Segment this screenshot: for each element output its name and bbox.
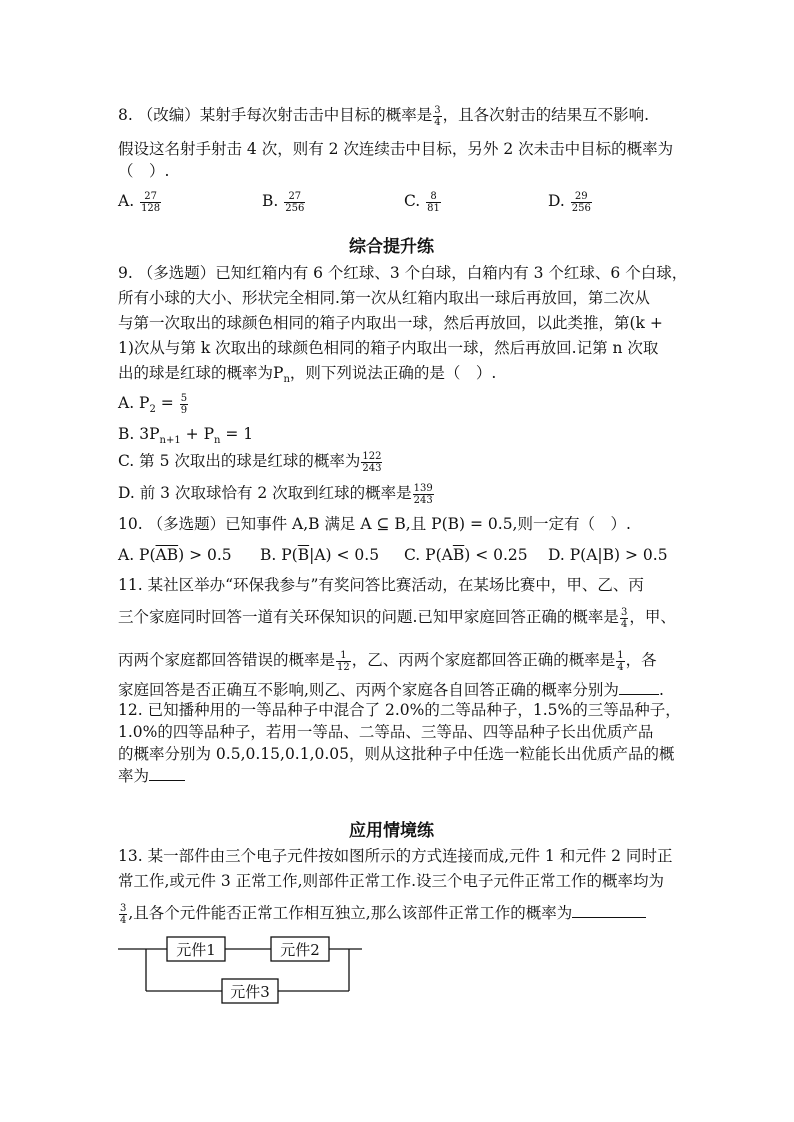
frac-den: 128 (141, 202, 161, 214)
frac-num: 3 (434, 104, 441, 116)
q11-fraction (616, 650, 624, 673)
subscript: 2 (149, 404, 156, 416)
q9-line5 (118, 362, 496, 391)
q13-line3 (118, 902, 646, 926)
q11-text: 三个家庭同时回答一道有关环保知识的问题.已知甲家庭回答正确的概率是 (118, 608, 619, 626)
q11-text: . (658, 681, 664, 699)
section-title-2: 应用情境练 (349, 821, 434, 841)
option-fraction (426, 191, 441, 214)
frac-num: 3 (620, 606, 628, 618)
q11-line3 (118, 649, 657, 673)
q8-fraction (433, 105, 441, 128)
component-1-label: 元件1 (176, 941, 216, 959)
option-text: C. P(A (404, 546, 453, 564)
option-label: C. (404, 192, 421, 210)
option-label: D. (548, 192, 565, 210)
frac-den: 12 (337, 661, 350, 673)
option-text: |A) < 0.5 (309, 546, 380, 564)
q9-line1: 9. （多选题）已知红箱内有 6 个红球、3 个白球，白箱内有 3 个红球、6 个白球， (118, 264, 688, 282)
option-text: B. 3P (118, 425, 160, 443)
q12-line1: 12. 已知播种用的一等品种子中混合了 2.0%的二等品种子，1.5%的三等品种子， (118, 701, 681, 719)
q10-line1: 10. （多选题）已知事件 A,B 满足 A ⊆ B,且 P(B) = 0.5,则一定有（ ）. (118, 515, 631, 533)
q11-fraction (336, 650, 351, 673)
q11-text: ，甲、 (629, 608, 676, 626)
frac-num: 27 (140, 191, 161, 203)
q10-option-d: D. P(A|B) > 0.5 (548, 546, 668, 564)
q9-option-b (118, 423, 253, 452)
option-text: A. P( (118, 546, 156, 564)
q12-line2: 1.0%的四等品种子，若用一等品、二等品、三等品、四等品种子长出优质产品 (118, 723, 654, 741)
q10-option-a (118, 544, 232, 566)
q13-line2: 常工作,或元件 3 正常工作,则部件正常工作.设三个电子元件正常工作的概率均为 (118, 872, 664, 890)
q8-line3: （ ）. (118, 162, 170, 180)
q10-option-b (260, 544, 379, 566)
q9-option-a (118, 392, 189, 421)
subscript: n (283, 374, 290, 386)
q8-text: 8. （改编）某射手每次射击击中目标的概率是 (118, 106, 433, 124)
q8-option-b (262, 190, 306, 214)
frac-den: 4 (620, 618, 628, 630)
q9-option-d (118, 482, 435, 506)
option-fraction (284, 191, 305, 214)
option-fraction (413, 483, 434, 506)
q9-text: ，则下列说法正确的是（ ）. (289, 364, 497, 382)
q8-option-a (118, 190, 162, 214)
q8-text: ，且各次射击的结果互不影响. (442, 106, 650, 124)
q13-text: ,且各个元件能否正常工作相互独立,那么该部件正常工作的概率为 (128, 904, 573, 922)
subscript: n+1 (159, 435, 181, 447)
option-fraction (571, 191, 592, 214)
answer-blank[interactable] (149, 766, 185, 781)
option-text: A. P (118, 394, 150, 412)
answer-blank[interactable] (572, 903, 646, 918)
component-3-label: 元件3 (230, 983, 270, 1001)
option-text: + P (180, 425, 215, 443)
frac-num: 139 (413, 482, 433, 494)
q10-option-c (404, 544, 528, 566)
q11-text: ，乙、丙两个家庭都回答正确的概率是 (351, 651, 616, 669)
frac-num: 29 (571, 191, 592, 203)
option-text: = (155, 394, 179, 412)
q9-line4: 1)次从与第 k 次取出的球颜色相同的箱子内取出一球，然后再放回.记第 n 次取 (118, 339, 659, 357)
subscript: n (214, 435, 221, 447)
q9-line3: 与第一次取出的球颜色相同的箱子内取出一球，然后再放回，以此类推，第(k + (118, 314, 663, 332)
circuit-diagram (110, 925, 370, 1015)
frac-den: 4 (617, 661, 624, 673)
q11-line1: 11. 某社区举办“环保我参与”有奖问答比赛活动，在某场比赛中，甲、乙、丙 (118, 576, 644, 594)
q11-line2 (118, 606, 676, 630)
option-text: B. P( (260, 546, 298, 564)
option-text: ) > 0.5 (178, 546, 232, 564)
option-fraction (361, 451, 382, 474)
q11-fraction (620, 607, 628, 630)
frac-num: 1 (336, 650, 351, 662)
q13-fraction (119, 903, 127, 926)
q9-text: 出的球是红球的概率为P (118, 364, 284, 382)
frac-num: 8 (426, 191, 441, 203)
option-fraction (180, 393, 188, 416)
q8-line1 (118, 104, 649, 128)
q12-line3: 的概率分别为 0.5,0.15,0.1,0.05，则从这批种子中任选一粒能长出优质产品的概 (118, 745, 675, 763)
option-label: B. (262, 192, 279, 210)
q12-text: 率为 (118, 767, 150, 785)
frac-den: 9 (180, 404, 188, 416)
option-text: D. 前 3 次取球恰有 2 次取到红球的概率是 (118, 484, 412, 502)
q11-text: 丙两个家庭都回答错误的概率是 (118, 651, 336, 669)
answer-blank[interactable] (619, 680, 659, 695)
frac-den: 4 (120, 914, 127, 926)
frac-num: 27 (284, 191, 305, 203)
q9-line2: 所有小球的大小、形状完全相同.第一次从红箱内取出一球后再放回，第二次从 (118, 289, 650, 307)
frac-num: 5 (180, 392, 188, 404)
frac-num: 3 (120, 902, 127, 914)
q11-text: 家庭回答是否正确互不影响,则乙、丙两个家庭各自回答正确的概率分别为 (118, 681, 619, 699)
q8-line2: 假设这名射手射击 4 次，则有 2 次连续击中目标，另外 2 次未击中目标的概率为 (118, 140, 674, 158)
frac-den: 243 (362, 462, 382, 474)
q12-line4 (118, 765, 185, 787)
frac-den: 256 (285, 202, 305, 214)
frac-den: 256 (571, 202, 591, 214)
component-2-label: 元件2 (280, 941, 320, 959)
q8-option-d (548, 190, 593, 214)
q11-text: ，各 (625, 651, 657, 669)
q9-option-c (118, 450, 383, 474)
option-label: A. (118, 192, 135, 210)
frac-den: 4 (434, 116, 441, 128)
frac-num: 122 (362, 450, 382, 462)
q11-line4 (118, 679, 664, 701)
frac-num: 1 (617, 649, 624, 661)
option-text: ) < 0.25 (464, 546, 528, 564)
section-title-1: 综合提升练 (349, 237, 434, 257)
q8-option-c (404, 190, 442, 214)
option-text: = 1 (220, 425, 254, 443)
frac-den: 243 (413, 494, 433, 506)
q13-line1: 13. 某一部件由三个电子元件按如图所示的方式连接而成,元件 1 和元件 2 同时正 (118, 847, 673, 865)
option-fraction (140, 191, 161, 214)
overline-text: $\overline{B}$ (452, 546, 465, 564)
option-text: C. 第 5 次取出的球是红球的概率为 (118, 452, 361, 470)
overline-text: $\overline{B}$ (297, 546, 310, 564)
frac-den: 81 (427, 202, 440, 214)
overline-text: $\overline{AB}$ (155, 546, 179, 564)
